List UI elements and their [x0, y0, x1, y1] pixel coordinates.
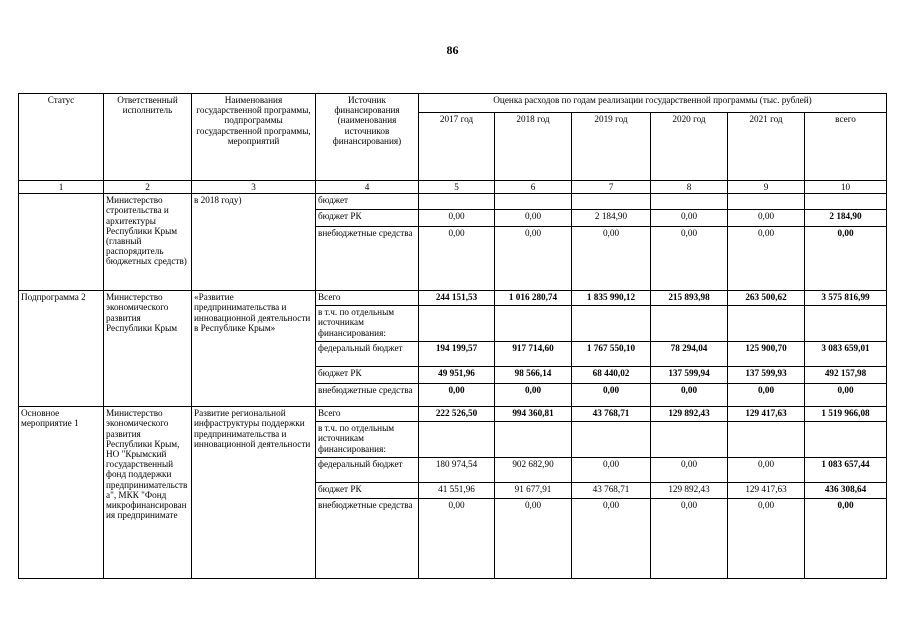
row-value — [419, 194, 495, 210]
row-executor-text: Министерство экономического развития Республики Крым, НО "Крымский государственный фонд поддержки предпринимательства", МКК "Фонд микрофинансирования предпринимате — [106, 408, 188, 521]
row-executor: Министерство строительства и архитектуры Республики Крым (главный распорядитель бюджетных средств) — [104, 194, 192, 291]
row-value: 0,00 — [495, 499, 572, 579]
row-value: 129 892,43 — [651, 483, 728, 499]
row-total — [805, 422, 887, 458]
row-total: 492 157,98 — [805, 367, 887, 384]
column-number: 9 — [728, 181, 805, 194]
row-value: 0,00 — [728, 384, 805, 407]
row-value: 222 526,50 — [419, 407, 495, 422]
row-value: 0,00 — [651, 458, 728, 483]
page-number: 86 — [446, 43, 459, 57]
row-name: «Развитие предпринимательства и инновационной деятельности в Республике Крым» — [192, 291, 316, 407]
row-total: 3 575 816,99 — [805, 291, 887, 306]
row-value: 43 768,71 — [572, 407, 651, 422]
column-number: 4 — [316, 181, 419, 194]
row-value: 0,00 — [728, 227, 805, 291]
row-value — [651, 422, 728, 458]
row-value: 902 682,90 — [495, 458, 572, 483]
row-source: внебюджетные средства — [316, 499, 419, 579]
row-value — [651, 194, 728, 210]
table-row — [19, 407, 887, 422]
row-total: 0,00 — [805, 384, 887, 407]
column-number: 1 — [19, 181, 104, 194]
row-value: 49 951,96 — [419, 367, 495, 384]
row-total: 1 519 966,08 — [805, 407, 887, 422]
row-value: 0,00 — [495, 227, 572, 291]
column-number: 10 — [805, 181, 887, 194]
row-value — [419, 306, 495, 342]
row-value: 41 551,96 — [419, 483, 495, 499]
row-value: 129 417,63 — [728, 407, 805, 422]
row-value: 263 500,62 — [728, 291, 805, 306]
row-status: Основное мероприятие 1 — [19, 407, 104, 579]
row-value — [728, 306, 805, 342]
row-value: 0,00 — [419, 210, 495, 227]
row-value: 0,00 — [728, 458, 805, 483]
row-value: 0,00 — [495, 384, 572, 407]
row-total: 2 184,90 — [805, 210, 887, 227]
header-year: 2021 год — [728, 113, 805, 181]
row-value: 0,00 — [651, 210, 728, 227]
row-name: Развитие региональной инфраструктуры поддержки предпринимательства и инновационной деятельности — [192, 407, 316, 579]
table-row — [19, 291, 887, 306]
program-expense-table — [18, 93, 887, 579]
row-value — [572, 194, 651, 210]
row-source: бюджет — [316, 194, 419, 210]
header-year: 2017 год — [419, 113, 495, 181]
header-name: Наименования государственной программы, подпрограммы государственной программы, мероприятий — [192, 94, 316, 181]
row-name: в 2018 году) — [192, 194, 316, 291]
row-source: федеральный бюджет — [316, 458, 419, 483]
row-total: 1 083 657,44 — [805, 458, 887, 483]
row-value — [572, 306, 651, 342]
row-total: 0,00 — [805, 499, 887, 579]
row-value: 137 599,94 — [651, 367, 728, 384]
row-source: в т.ч. по отдельным источникам финансирования: — [316, 306, 419, 342]
row-value: 0,00 — [651, 499, 728, 579]
row-source: бюджет РК — [316, 483, 419, 499]
row-total — [805, 306, 887, 342]
column-number: 2 — [104, 181, 192, 194]
row-value: 215 893,98 — [651, 291, 728, 306]
row-source: Всего — [316, 407, 419, 422]
row-value: 1 016 280,74 — [495, 291, 572, 306]
row-value: 244 151,53 — [419, 291, 495, 306]
row-value: 125 900,70 — [728, 342, 805, 367]
row-value: 0,00 — [572, 384, 651, 407]
row-value: 0,00 — [419, 384, 495, 407]
row-value: 129 892,43 — [651, 407, 728, 422]
row-value: 0,00 — [419, 499, 495, 579]
row-source: внебюджетные средства — [316, 384, 419, 407]
row-total: 0,00 — [805, 227, 887, 291]
column-number: 5 — [419, 181, 495, 194]
row-value: 194 199,57 — [419, 342, 495, 367]
row-value: 129 417,63 — [728, 483, 805, 499]
header-source: Источник финансирования (наименования источников финансирования) — [316, 94, 419, 181]
row-value: 0,00 — [572, 499, 651, 579]
row-value — [728, 194, 805, 210]
header-total: всего — [805, 113, 887, 181]
row-value: 1 767 550,10 — [572, 342, 651, 367]
row-value — [495, 194, 572, 210]
row-value: 0,00 — [651, 384, 728, 407]
row-value: 68 440,02 — [572, 367, 651, 384]
row-value: 994 360,81 — [495, 407, 572, 422]
header-year: 2020 год — [651, 113, 728, 181]
header-executor: Ответственный исполнитель — [104, 94, 192, 181]
row-value: 43 768,71 — [572, 483, 651, 499]
row-status: Подпрограмма 2 — [19, 291, 104, 407]
row-executor — [104, 407, 192, 579]
row-value: 0,00 — [572, 227, 651, 291]
column-number: 3 — [192, 181, 316, 194]
row-value: 98 566,14 — [495, 367, 572, 384]
row-value: 137 599,93 — [728, 367, 805, 384]
column-number: 8 — [651, 181, 728, 194]
row-value — [419, 422, 495, 458]
row-value: 0,00 — [495, 210, 572, 227]
header-year: 2019 год — [572, 113, 651, 181]
row-value: 0,00 — [572, 458, 651, 483]
row-value: 917 714,60 — [495, 342, 572, 367]
row-source: внебюджетные средства — [316, 227, 419, 291]
header-status: Статус — [19, 94, 104, 181]
column-number: 6 — [495, 181, 572, 194]
row-value: 0,00 — [728, 499, 805, 579]
row-source: Всего — [316, 291, 419, 306]
table-row — [19, 194, 887, 210]
header-year: 2018 год — [495, 113, 572, 181]
column-number: 7 — [572, 181, 651, 194]
row-total: 436 308,64 — [805, 483, 887, 499]
row-value: 91 677,91 — [495, 483, 572, 499]
row-value: 0,00 — [651, 227, 728, 291]
row-source: бюджет РК — [316, 210, 419, 227]
row-source: федеральный бюджет — [316, 342, 419, 367]
row-value: 1 835 990,12 — [572, 291, 651, 306]
row-status — [19, 194, 104, 291]
row-value: 0,00 — [419, 227, 495, 291]
row-value: 0,00 — [728, 210, 805, 227]
row-value: 2 184,90 — [572, 210, 651, 227]
row-source: бюджет РК — [316, 367, 419, 384]
row-total — [805, 194, 887, 210]
row-executor: Министерство экономического развития Республики Крым — [104, 291, 192, 407]
row-total: 3 083 659,01 — [805, 342, 887, 367]
row-value — [728, 422, 805, 458]
header-estimate: Оценка расходов по годам реализации государственной программы (тыс. рублей) — [419, 94, 887, 113]
row-value — [651, 306, 728, 342]
row-value — [495, 422, 572, 458]
row-value: 180 974,54 — [419, 458, 495, 483]
row-value — [495, 306, 572, 342]
row-value — [572, 422, 651, 458]
row-source: в т.ч. по отдельным источникам финансирования: — [316, 422, 419, 458]
row-value: 78 294,04 — [651, 342, 728, 367]
